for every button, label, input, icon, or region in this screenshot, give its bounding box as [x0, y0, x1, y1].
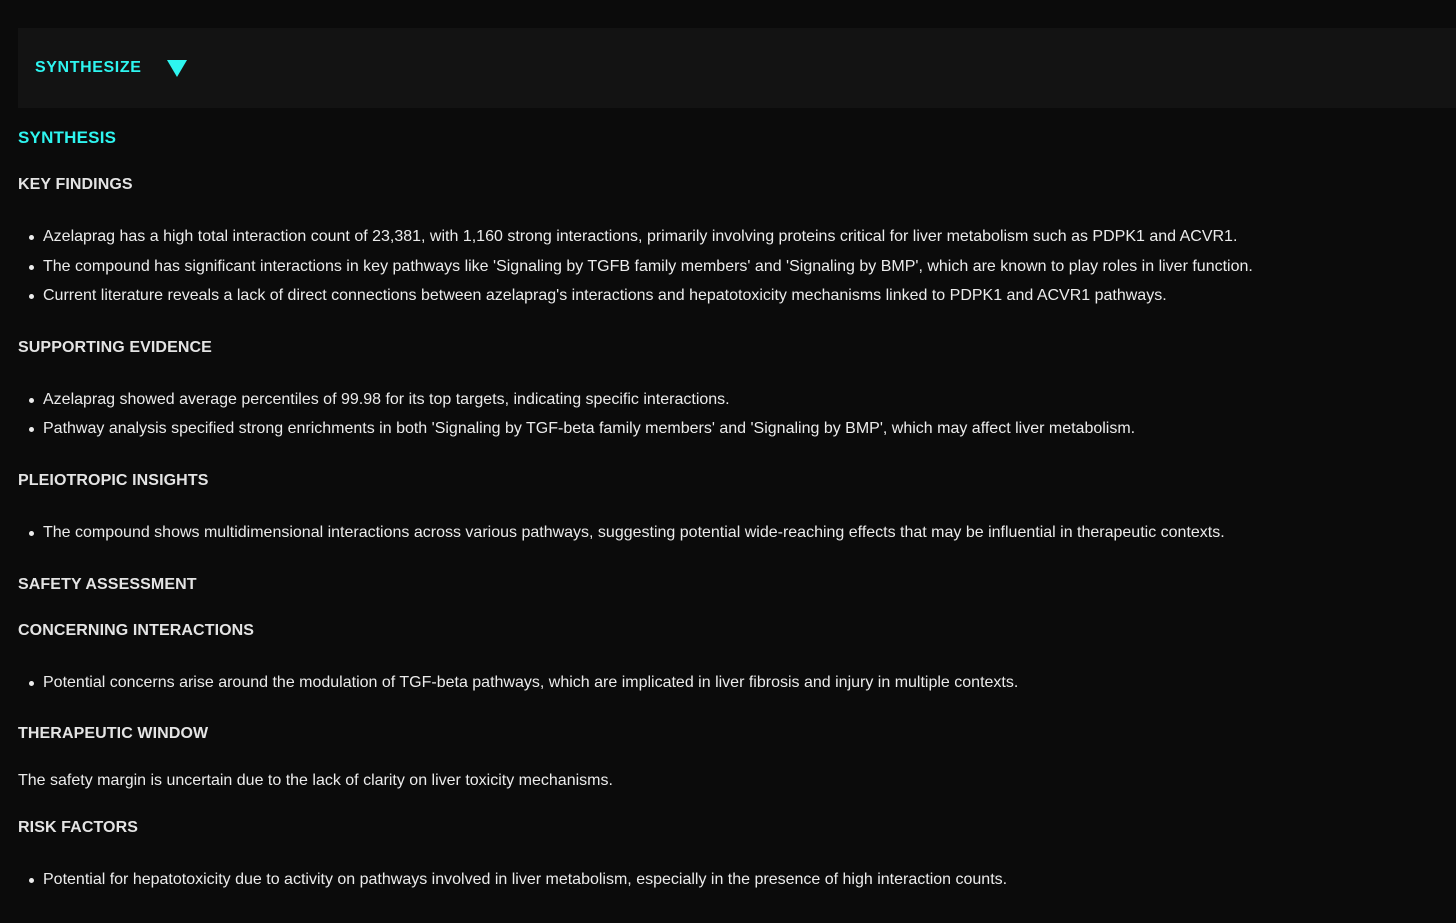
risk-factors-heading: RISK FACTORS	[18, 819, 139, 837]
list-item: Potential for hepatotoxicity due to activity on pathways involved in liver metabolism, especially in the presence of high interaction counts.	[43, 865, 1438, 895]
list-item: Azelaprag showed average percentiles of 99.98 for its top targets, indicating specific interactions.	[43, 385, 1438, 415]
supporting-evidence-list	[18, 385, 1438, 444]
supporting-evidence-heading: SUPPORTING EVIDENCE	[18, 338, 212, 356]
pleiotropic-insights-list	[18, 518, 1438, 548]
report-title: SYNTHESIS	[18, 128, 117, 147]
risk-factors-list	[18, 865, 1438, 895]
list-item: Azelaprag has a high total interaction count of 23,381, with 1,160 strong interactions, primarily involving proteins critical for liver metabolism such as PDPK1 and ACVR1.	[43, 222, 1438, 252]
key-findings-heading: KEY FINDINGS	[18, 176, 133, 193]
key-findings-list	[18, 222, 1438, 311]
list-item: Current literature reveals a lack of direct connections between azelaprag's interactions and hepatotoxicity mechanisms linked to PDPK1 and ACVR1 pathways.	[43, 281, 1438, 311]
concerning-interactions-heading: CONCERNING INTERACTIONS	[18, 621, 255, 639]
synthesis-report	[18, 124, 1438, 923]
list-item: Potential concerns arise around the modulation of TGF-beta pathways, which are implicated in liver fibrosis and injury in multiple contexts.	[43, 668, 1438, 698]
synthesize-dropdown-button[interactable]	[35, 59, 187, 77]
list-item: The compound has significant interactions in key pathways like 'Signaling by TGFB family members' and 'Signaling by BMP', which are known to play roles in liver function.	[43, 252, 1438, 282]
synthesize-toolbar	[18, 28, 1456, 108]
concerning-interactions-list	[18, 668, 1438, 698]
therapeutic-window-heading: THERAPEUTIC WINDOW	[18, 725, 209, 743]
list-item: Pathway analysis specified strong enrichments in both 'Signaling by TGF-beta family members' and 'Signaling by BMP', which may affect liver metabolism.	[43, 414, 1438, 444]
safety-assessment-heading: SAFETY ASSESSMENT	[18, 575, 197, 593]
therapeutic-window-text: The safety margin is uncertain due to the lack of clarity on liver toxicity mechanisms.	[18, 772, 613, 790]
list-item: The compound shows multidimensional interactions across various pathways, suggesting potential wide-reaching effects that may be influential in therapeutic contexts.	[43, 518, 1438, 548]
dropdown-triangle-icon[interactable]	[167, 60, 187, 77]
pleiotropic-insights-heading: PLEIOTROPIC INSIGHTS	[18, 471, 209, 489]
synthesize-label: SYNTHESIZE	[35, 59, 142, 76]
